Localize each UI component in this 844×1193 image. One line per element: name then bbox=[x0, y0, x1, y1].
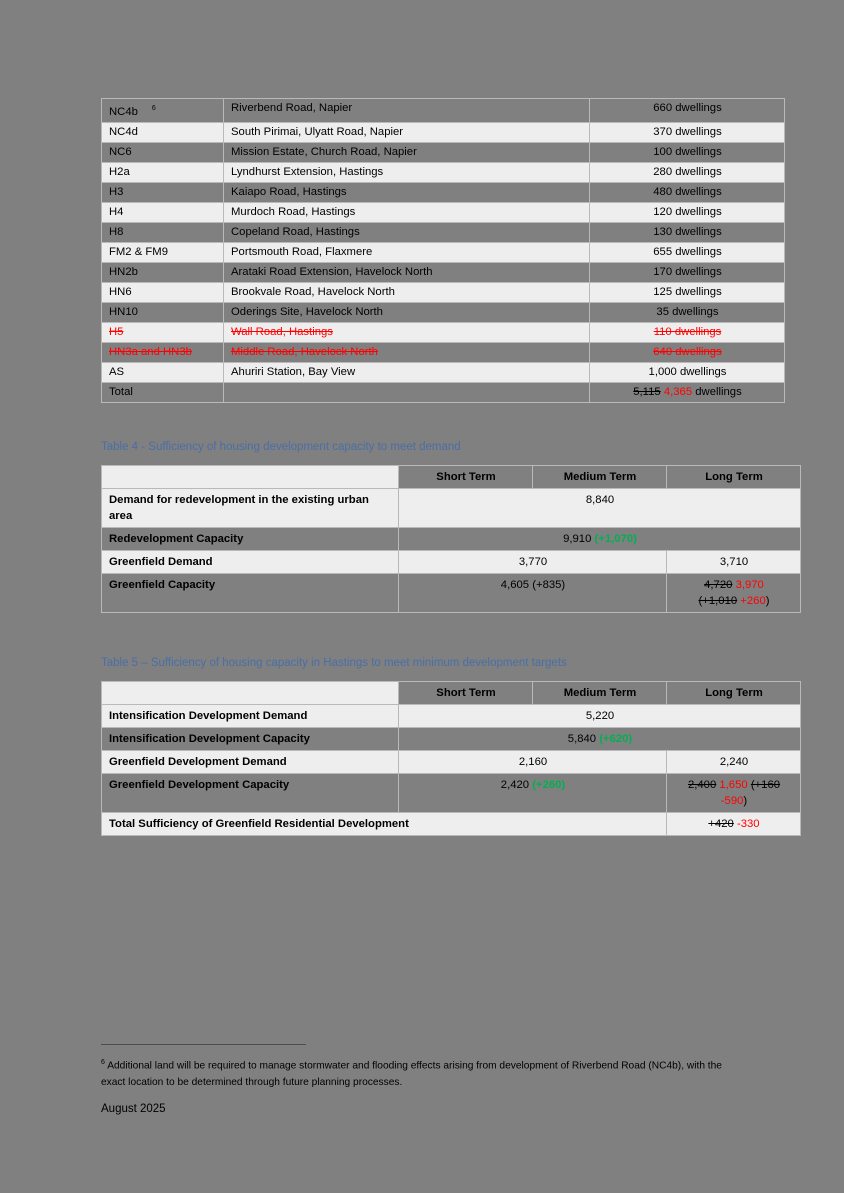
site-capacity-cell: 125 dwellings bbox=[590, 282, 785, 302]
table-sufficiency-hastings-body bbox=[102, 681, 801, 835]
delta-close: ) bbox=[765, 594, 770, 607]
value-new: 1,650 bbox=[719, 778, 748, 791]
row-value-short-medium bbox=[399, 773, 667, 812]
value-new: 3,970 bbox=[735, 578, 764, 591]
table-row bbox=[102, 302, 785, 322]
site-name-cell: Kaiapo Road, Hastings bbox=[224, 182, 590, 202]
value-base: 2,420 bbox=[500, 778, 530, 791]
site-name-cell: Mission Estate, Church Road, Napier bbox=[224, 142, 590, 162]
total-value-old: 5,115 bbox=[633, 385, 661, 398]
site-code-cell bbox=[102, 99, 224, 123]
site-capacity-cell: 655 dwellings bbox=[590, 242, 785, 262]
table-row bbox=[102, 362, 785, 382]
site-code-cell: H3 bbox=[102, 182, 224, 202]
page-date-footer: August 2025 bbox=[101, 1103, 166, 1115]
delta-new: +260 bbox=[740, 594, 766, 607]
total-label: Total Sufficiency of Greenfield Residential Development bbox=[102, 812, 667, 835]
value-delta: (+260) bbox=[532, 778, 566, 791]
total-value-unit: dwellings bbox=[695, 385, 742, 398]
header-long-term: Long Term bbox=[667, 681, 801, 704]
site-capacity-cell: 280 dwellings bbox=[590, 162, 785, 182]
table-row bbox=[102, 488, 801, 527]
table-row bbox=[102, 704, 801, 727]
table-sufficiency-hastings bbox=[101, 681, 801, 836]
spacer bbox=[101, 403, 744, 439]
footnote-ref: 6 bbox=[151, 105, 156, 112]
site-capacity-cell: 660 dwellings bbox=[590, 99, 785, 123]
value-base: 9,910 bbox=[563, 532, 592, 545]
row-label: Intensification Development Capacity bbox=[102, 727, 399, 750]
table-total-row bbox=[102, 382, 785, 402]
site-code-cell: NC6 bbox=[102, 142, 224, 162]
site-name-cell: Brookvale Road, Havelock North bbox=[224, 282, 590, 302]
value-delta: (+835) bbox=[532, 578, 566, 591]
document-content bbox=[101, 98, 781, 836]
site-name-cell: Oderings Site, Havelock North bbox=[224, 302, 590, 322]
site-capacity-cell: 1,000 dwellings bbox=[590, 362, 785, 382]
row-label: Greenfield Development Capacity bbox=[102, 773, 399, 812]
row-value-short-medium bbox=[399, 573, 667, 612]
header-medium-term: Medium Term bbox=[533, 681, 667, 704]
header-medium-term: Medium Term bbox=[533, 465, 667, 488]
table-row bbox=[102, 750, 801, 773]
table-development-sites-body bbox=[102, 99, 785, 403]
row-value-all-terms: 8,840 bbox=[399, 488, 801, 527]
table4-caption: Table 4 - Sufficiency of housing development capacity to meet demand bbox=[101, 440, 461, 453]
row-value-long bbox=[667, 573, 801, 612]
footnote-text: Additional land will be required to manage stormwater and flooding effects arising from development of Riverbend Road (NC4b), with the exact location to be determined through future planning processes. bbox=[101, 1060, 722, 1089]
row-value-short-medium: 2,160 bbox=[399, 750, 667, 773]
site-code: NC4b bbox=[109, 105, 138, 118]
table-header-row bbox=[102, 465, 801, 488]
site-code-cell: NC4d bbox=[102, 122, 224, 142]
row-label: Greenfield Demand bbox=[102, 550, 399, 573]
table-row bbox=[102, 182, 785, 202]
spacer bbox=[101, 613, 744, 655]
table-row bbox=[102, 122, 785, 142]
site-code-cell: HN10 bbox=[102, 302, 224, 322]
site-capacity-cell: 170 dwellings bbox=[590, 262, 785, 282]
row-label: Redevelopment Capacity bbox=[102, 527, 399, 550]
total-value-new: 4,365 bbox=[663, 385, 693, 398]
footnote bbox=[101, 1054, 731, 1091]
table-row bbox=[102, 162, 785, 182]
spacer bbox=[101, 455, 744, 465]
site-name-cell: Middle Road, Havelock North bbox=[224, 342, 590, 362]
site-code-cell: HN2b bbox=[102, 262, 224, 282]
table-row bbox=[102, 142, 785, 162]
site-capacity-cell: 35 dwellings bbox=[590, 302, 785, 322]
header-short-term: Short Term bbox=[399, 681, 533, 704]
table-row-deleted bbox=[102, 322, 785, 342]
row-value-short-medium: 3,770 bbox=[399, 550, 667, 573]
site-code-cell: HN3a and HN3b bbox=[102, 342, 224, 362]
site-name-cell: Lyndhurst Extension, Hastings bbox=[224, 162, 590, 182]
row-value-all-terms bbox=[399, 527, 801, 550]
site-code-cell: FM2 & FM9 bbox=[102, 242, 224, 262]
table-row-deleted bbox=[102, 342, 785, 362]
table-row bbox=[102, 727, 801, 750]
total-value-cell bbox=[590, 382, 785, 402]
site-code-cell: AS bbox=[102, 362, 224, 382]
footnote-marker: 6 bbox=[101, 1059, 105, 1066]
site-capacity-cell: 110 dwellings bbox=[590, 322, 785, 342]
table-row bbox=[102, 527, 801, 550]
site-capacity-cell: 120 dwellings bbox=[590, 202, 785, 222]
site-capacity-cell: 100 dwellings bbox=[590, 142, 785, 162]
site-name-cell: Riverbend Road, Napier bbox=[224, 99, 590, 123]
table-development-sites bbox=[101, 98, 785, 403]
site-code-cell: H2a bbox=[102, 162, 224, 182]
row-label: Greenfield Capacity bbox=[102, 573, 399, 612]
value-base: 4,605 bbox=[500, 578, 530, 591]
site-name-cell: Murdoch Road, Hastings bbox=[224, 202, 590, 222]
table-row bbox=[102, 262, 785, 282]
spacer bbox=[101, 671, 744, 681]
site-name-cell: Ahuriri Station, Bay View bbox=[224, 362, 590, 382]
value-base: 5,840 bbox=[567, 732, 597, 745]
site-code-cell: HN6 bbox=[102, 282, 224, 302]
total-value-cell bbox=[667, 812, 801, 835]
table-row bbox=[102, 99, 785, 123]
table-row bbox=[102, 550, 801, 573]
delta-old: (+160 bbox=[750, 778, 781, 791]
table5-caption: Table 5 – Sufficiency of housing capacity in Hastings to meet minimum development targets bbox=[101, 656, 567, 669]
row-value-long: 2,240 bbox=[667, 750, 801, 773]
site-name-cell: Copeland Road, Hastings bbox=[224, 222, 590, 242]
row-value-long: 3,710 bbox=[667, 550, 801, 573]
delta-close: ) bbox=[743, 794, 748, 807]
total-value-old: +420 bbox=[708, 817, 734, 830]
site-code-cell: H8 bbox=[102, 222, 224, 242]
table-header-row bbox=[102, 681, 801, 704]
value-delta: (+620) bbox=[599, 732, 633, 745]
table-row bbox=[102, 282, 785, 302]
header-blank-cell bbox=[102, 681, 399, 704]
table-row bbox=[102, 202, 785, 222]
total-spacer bbox=[224, 382, 590, 402]
table-row bbox=[102, 773, 801, 812]
table-row bbox=[102, 222, 785, 242]
row-label: Demand for redevelopment in the existing urban area bbox=[102, 488, 399, 527]
site-capacity-cell: 370 dwellings bbox=[590, 122, 785, 142]
row-label: Intensification Development Demand bbox=[102, 704, 399, 727]
table-row bbox=[102, 242, 785, 262]
total-value-new: -330 bbox=[736, 817, 760, 830]
delta-new: -590 bbox=[720, 794, 744, 807]
value-delta: (+1,070) bbox=[594, 532, 637, 545]
row-label: Greenfield Development Demand bbox=[102, 750, 399, 773]
table-sufficiency-demand bbox=[101, 465, 801, 613]
site-name-cell: South Pirimai, Ulyatt Road, Napier bbox=[224, 122, 590, 142]
site-capacity-cell: 640 dwellings bbox=[590, 342, 785, 362]
footnote-separator bbox=[101, 1044, 306, 1045]
site-name-cell: Arataki Road Extension, Havelock North bbox=[224, 262, 590, 282]
header-short-term: Short Term bbox=[399, 465, 533, 488]
header-blank-cell bbox=[102, 465, 399, 488]
table-sufficiency-demand-body bbox=[102, 465, 801, 612]
value-old: 2,400 bbox=[687, 778, 717, 791]
header-long-term: Long Term bbox=[667, 465, 801, 488]
table-total-row bbox=[102, 812, 801, 835]
row-value-all-terms bbox=[399, 727, 801, 750]
total-label: Total bbox=[102, 382, 224, 402]
site-code-cell: H4 bbox=[102, 202, 224, 222]
site-name-cell: Wall Road, Hastings bbox=[224, 322, 590, 342]
site-name-cell: Portsmouth Road, Flaxmere bbox=[224, 242, 590, 262]
value-old: 4,720 bbox=[704, 578, 733, 591]
row-value-long bbox=[667, 773, 801, 812]
row-value-all-terms: 5,220 bbox=[399, 704, 801, 727]
site-code-cell: H5 bbox=[102, 322, 224, 342]
site-capacity-cell: 480 dwellings bbox=[590, 182, 785, 202]
delta-old: (+1,010 bbox=[698, 594, 738, 607]
table-row bbox=[102, 573, 801, 612]
site-capacity-cell: 130 dwellings bbox=[590, 222, 785, 242]
